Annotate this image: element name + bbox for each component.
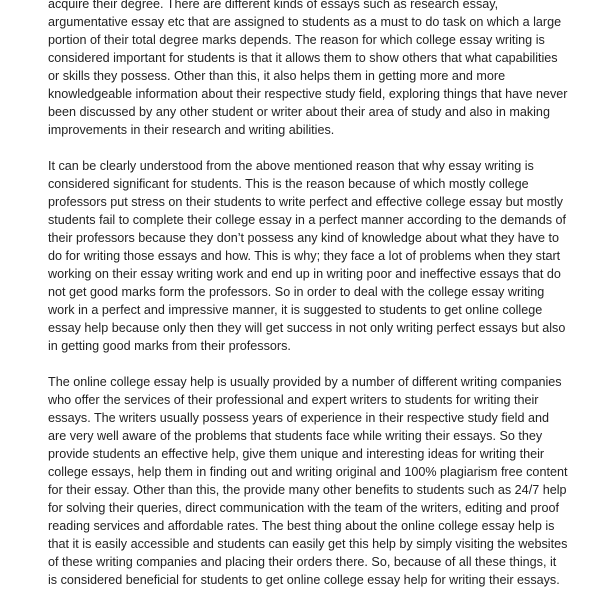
- paragraph-line: who offer the services of their professional and expert writers to students for writing their: [48, 393, 539, 407]
- paragraph-line: provide students an effective help, give them unique and interesting ideas for writing their: [48, 447, 545, 461]
- paragraph-line: considered important for students is that it allows them to show others that what capabilities: [48, 51, 558, 65]
- paragraph-line: or skills they possess. Other than this, it also helps them in getting more and more: [48, 69, 506, 83]
- paragraph-line: is considered beneficial for students to get online college essay help for writing their essays.: [48, 573, 560, 587]
- paragraph-2: [48, 157, 568, 355]
- paragraph-line: for their essay. Other than this, the provide many other benefits to students such as 24/7 help: [48, 483, 567, 497]
- paragraph-line: argumentative essay etc that are assigned to students as a must to do task on which a large: [48, 15, 562, 29]
- paragraph-line: professors put stress on their students to write perfect and effective college essay but mostly: [48, 195, 563, 209]
- paragraph-line: college essays, help them in finding out and writing original and 100% plagiarism free content: [48, 465, 568, 479]
- paragraph-line: that it is easily accessible and students can easily get this help by simply visiting the websites: [48, 537, 568, 551]
- paragraph-1: [48, 0, 568, 139]
- paragraph-line: It can be clearly understood from the above mentioned reason that why essay writing is: [48, 159, 534, 173]
- paragraph-line: work in a perfect and impressive manner, it is suggested to students to get online college: [48, 303, 543, 317]
- paragraph-line: been discussed by any other student or writer about their area of study and also in making: [48, 105, 550, 119]
- paragraph-line: improvements in their research and writing abilities.: [48, 123, 335, 137]
- paragraph-line: considered significant for students. This is the reason because of which mostly college: [48, 177, 529, 191]
- paragraph-line: not get good marks form the professors. So in order to deal with the college essay writing: [48, 285, 545, 299]
- paragraph-line: portion of their total degree marks depends. The reason for which college essay writing is: [48, 33, 545, 47]
- paragraph-line: working on their essay writing work and end up in writing poor and ineffective essays that do: [48, 267, 561, 281]
- paragraph-line: their professors because they don’t possess any kind of knowledge about what they have to: [48, 231, 560, 245]
- paragraph-line: essay help because only then they will get success in not only writing perfect essays but also: [48, 321, 566, 335]
- paragraph-line: students fail to complete their college essay in a perfect manner according to the demands of: [48, 213, 567, 227]
- paragraph-line: essays. The writers usually possess years of experience in their respective study field and: [48, 411, 549, 425]
- paragraph-line: reading services and affordable rates. The best thing about the online college essay help is: [48, 519, 555, 533]
- paragraph-line: acquire their degree. There are different kinds of essays such as research essay,: [48, 0, 499, 11]
- paragraph-line: knowledgeable information about their respective study field, exploring things that have never: [48, 87, 568, 101]
- paragraph-line: in getting good marks from their professors.: [48, 339, 291, 353]
- paragraph-line: for solving their queries, direct communication with the team of the writers, editing and proof: [48, 501, 559, 515]
- paragraph-line: are very well aware of the problems that students face while writing their essays. So they: [48, 429, 543, 443]
- paragraph-line: of these writing companies and placing their orders there. So, because of all these things, it: [48, 555, 557, 569]
- paragraph-3: [48, 373, 568, 589]
- paragraph-line: do for writing those essays and how. This is why; they face a lot of problems when they start: [48, 249, 561, 263]
- paragraph-line: The online college essay help is usually provided by a number of different writing companies: [48, 375, 562, 389]
